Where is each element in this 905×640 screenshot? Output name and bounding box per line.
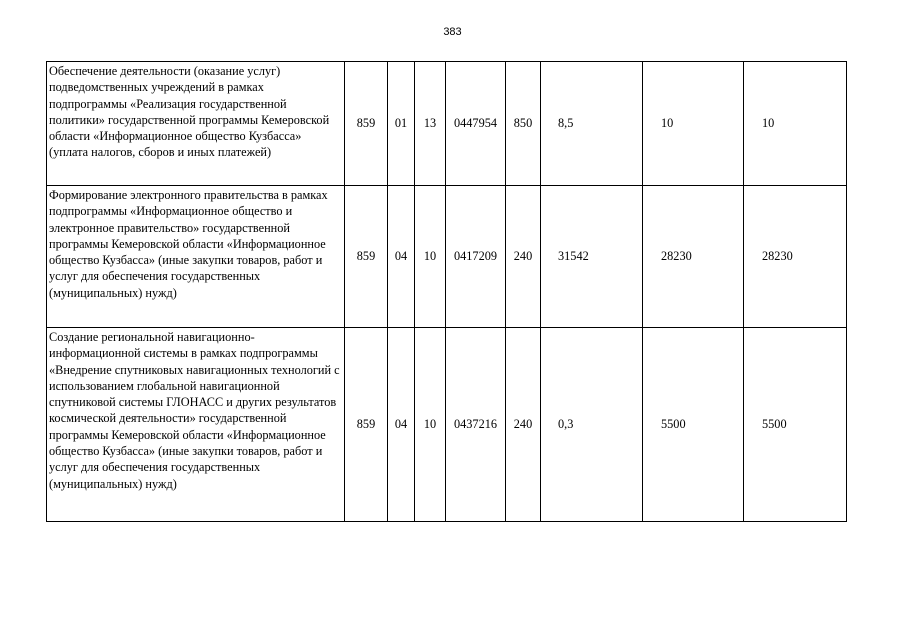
budget-table xyxy=(46,61,847,522)
subsection-code: 13 xyxy=(415,62,446,186)
subsection-code: 10 xyxy=(415,328,446,522)
table-row xyxy=(47,62,847,186)
amount-year-1: 8,5 xyxy=(541,62,643,186)
subsection-code: 10 xyxy=(415,186,446,328)
ministry-code: 859 xyxy=(345,186,388,328)
amount-year-3: 5500 xyxy=(744,328,847,522)
amount-year-1: 0,3 xyxy=(541,328,643,522)
amount-year-3: 10 xyxy=(744,62,847,186)
table-row xyxy=(47,186,847,328)
row-description: Обеспечение деятельности (оказание услуг) подведомственных учреждений в рамках подпрограммы «Реализация государственной политики» государственной программы Кемеровской области «Информационное общество Кузбасса» (уплата налогов, сборов и иных платежей) xyxy=(47,62,345,186)
amount-year-1: 31542 xyxy=(541,186,643,328)
expense-type-code: 850 xyxy=(506,62,541,186)
page-number: 383 xyxy=(443,26,462,38)
amount-year-3: 28230 xyxy=(744,186,847,328)
section-code: 01 xyxy=(388,62,415,186)
row-description: Создание региональной навигационно-информационной системы в рамках подпрограммы «Внедрение спутниковых навигационных технологий с использованием глобальной навигационной спутниковой системы ГЛОНАСС и других результатов космической деятельности» государственной программы Кемеровской области «Информационное общество Кузбасса» (иные закупки товаров, работ и услуг для обеспечения государственных (муниципальных) нужд) xyxy=(47,328,345,522)
row-description: Формирование электронного правительства в рамках подпрограммы «Информационное общество и электронное правительство» государственной программы Кемеровской области «Информационное общество Кузбасса» (иные закупки товаров, работ и услуг для обеспечения государственных (муниципальных) нужд) xyxy=(47,186,345,328)
expense-type-code: 240 xyxy=(506,328,541,522)
section-code: 04 xyxy=(388,328,415,522)
ministry-code: 859 xyxy=(345,328,388,522)
amount-year-2: 5500 xyxy=(643,328,744,522)
amount-year-2: 28230 xyxy=(643,186,744,328)
target-article-code: 0447954 xyxy=(446,62,506,186)
amount-year-2: 10 xyxy=(643,62,744,186)
section-code: 04 xyxy=(388,186,415,328)
target-article-code: 0437216 xyxy=(446,328,506,522)
target-article-code: 0417209 xyxy=(446,186,506,328)
table-row xyxy=(47,328,847,522)
expense-type-code: 240 xyxy=(506,186,541,328)
ministry-code: 859 xyxy=(345,62,388,186)
